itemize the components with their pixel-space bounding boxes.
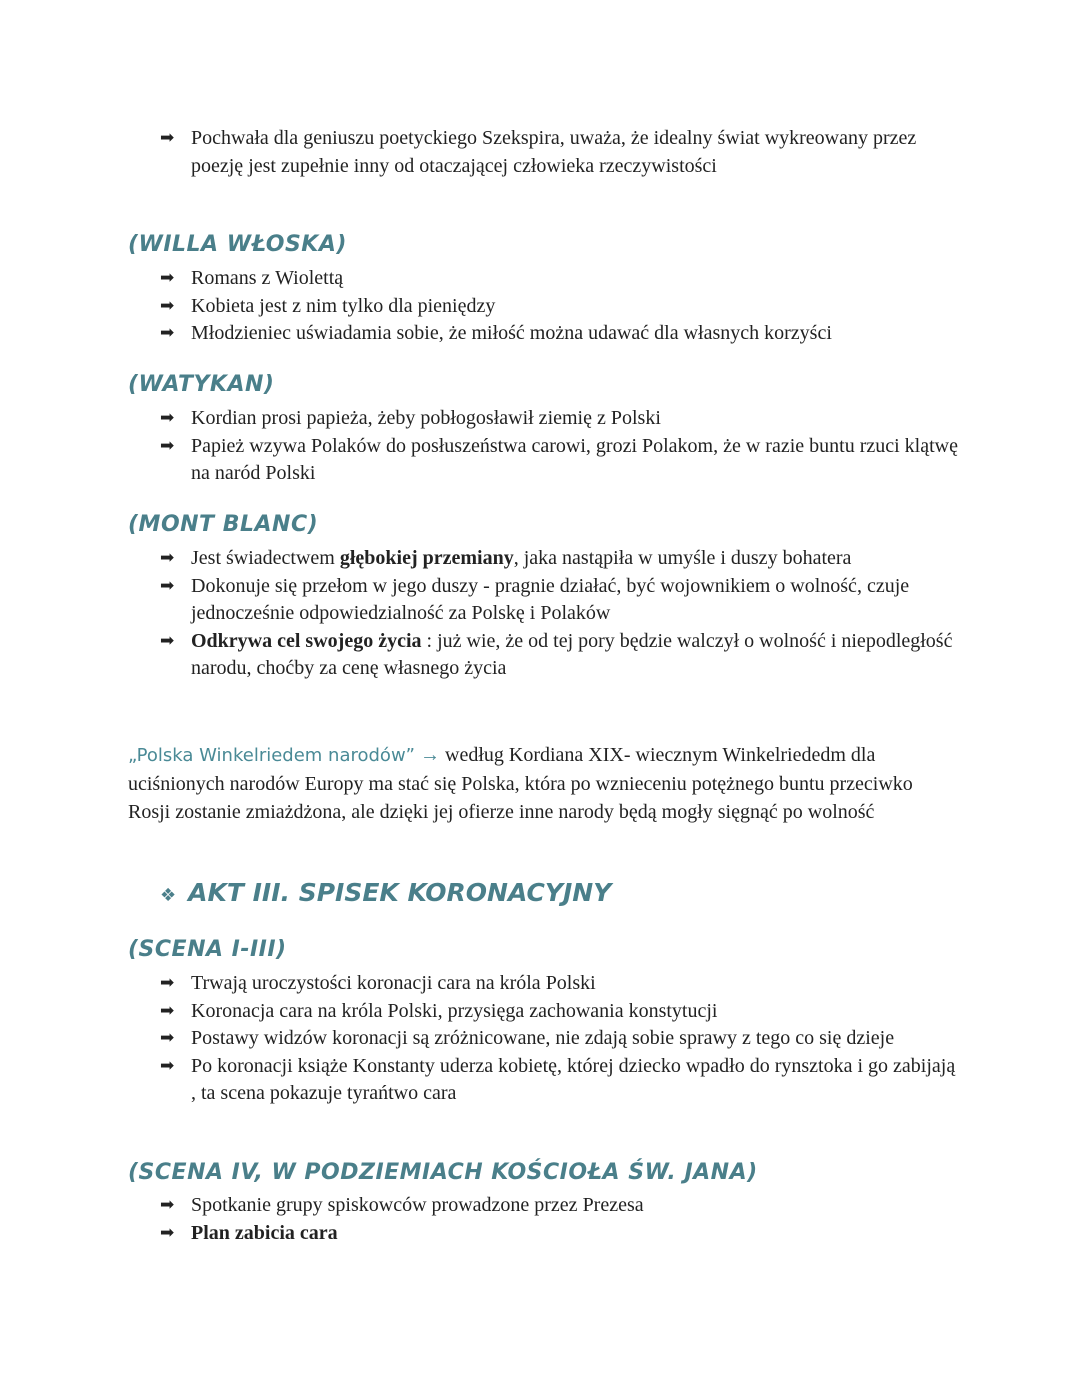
villa-list <box>160 265 960 348</box>
winkelried-paragraph: „Polska Winkelriedem narodów” → według Kordiana XIX- wiecznym Winkelriededm dla uciśnionych narodów Europy ma stać się Polska, która po wznieceniu potężnego buntu przeciwko Rosji zostanie zmiażdżona, ale dzięki jej ofierze inne narody będą mogły sięgnąć po wolność <box>128 744 913 823</box>
section-heading-scena-1-3: (SCENA I-III) <box>128 937 287 962</box>
section-heading-scena-4: (SCENA IV, W PODZIEMIACH KOŚCIOŁA ŚW. JANA) <box>128 1160 758 1185</box>
list-item: ➡ Młodzieniec uświadamia sobie, że miłość można udawać dla własnych korzyści <box>160 320 960 348</box>
arrow-bullet-icon: ➡ <box>160 1222 175 1243</box>
list-item: ➡ Po koronacji książe Konstanty uderza kobietę, której dziecko wpadło do rynsztoka i go zabijają , ta scena pokazuje tyrańtwo cara <box>160 1054 956 1104</box>
list-item: ➡ Papież wzywa Polaków do posłuszeństwa carowi, grozi Polakom, że w razie buntu rzuci klątwę na naród Polski <box>160 434 958 484</box>
arrow-bullet-icon: ➡ <box>160 973 175 993</box>
arrow-bullet-icon: ➡ <box>160 1000 175 1021</box>
arrow-bullet-icon: ➡ <box>160 408 175 428</box>
arrow-bullet-icon: ➡ <box>160 1028 175 1048</box>
intro-list <box>160 125 960 180</box>
list-item: ➡ Romans z Wiolettą <box>160 265 960 293</box>
arrow-bullet-icon: ➡ <box>160 323 175 343</box>
arrow-bullet-icon: ➡ <box>160 268 175 288</box>
arrow-bullet-icon: ➡ <box>160 548 175 568</box>
arrow-bullet-icon: ➡ <box>160 630 175 651</box>
vatican-list <box>160 405 960 488</box>
arrow-bullet-icon: ➡ <box>160 435 175 456</box>
list-item: ➡ Kordian prosi papieża, żeby pobłogosławił ziemię z Polski <box>160 405 960 433</box>
list-item: ➡ Postawy widzów koronacji są zróżnicowane, nie zdają sobie sprawy z tego co się dzieje <box>160 1025 960 1053</box>
arrow-bullet-icon: ➡ <box>160 128 175 148</box>
list-item: ➡ Kobieta jest z nim tylko dla pieniędzy <box>160 293 960 321</box>
list-item: ➡ Pochwała dla geniuszu poetyckiego Szekspira, uważa, że idealny świat wykreowany przez poezję jest zupełnie inny od otaczającej człowieka rzeczywistości <box>160 127 917 177</box>
list-item: ➡ Koronacja cara na króla Polski, przysięga zachowania konstytucji <box>160 998 960 1026</box>
section-heading-willa: (WILLA WŁOSKA) <box>128 232 347 257</box>
scene4-list <box>160 1192 960 1247</box>
section-heading-montblanc: (MONT BLANC) <box>128 512 319 537</box>
arrow-bullet-icon: ➡ <box>160 1195 175 1215</box>
list-item: ➡ Dokonuje się przełom w jego duszy - pragnie działać, być wojownikiem o wolność, czuje jednocześnie odpowiedzialność za Polskę i Polaków <box>160 574 910 624</box>
arrow-icon: → <box>415 744 445 766</box>
act-heading: ❖ AKT III. SPISEK KORONACYJNY <box>160 878 612 907</box>
section-heading-watykan: (WATYKAN) <box>128 372 275 397</box>
quote-text: „Polska Winkelriedem narodów” <box>128 745 415 766</box>
list-item: ➡ Trwają uroczystości koronacji cara na króla Polski <box>160 970 960 998</box>
montblanc-list <box>160 545 960 683</box>
scene13-list <box>160 970 960 1108</box>
list-item: ➡ Spotkanie grupy spiskowców prowadzone przez Prezesa <box>160 1192 960 1220</box>
arrow-bullet-icon: ➡ <box>160 295 175 316</box>
arrow-bullet-icon: ➡ <box>160 575 175 596</box>
diamond-icon: ❖ <box>160 885 177 906</box>
list-item: ➡ Odkrywa cel swojego życia : już wie, że od tej pory będzie walczył o wolność i niepodległość narodu, choćby za cenę własnego życia <box>160 629 953 679</box>
list-item: ➡ Plan zabicia cara <box>160 1220 960 1248</box>
list-item: ➡ Jest świadectwem głębokiej przemiany, jaka nastąpiła w umyśle i duszy bohatera <box>160 545 960 573</box>
arrow-bullet-icon: ➡ <box>160 1055 175 1076</box>
